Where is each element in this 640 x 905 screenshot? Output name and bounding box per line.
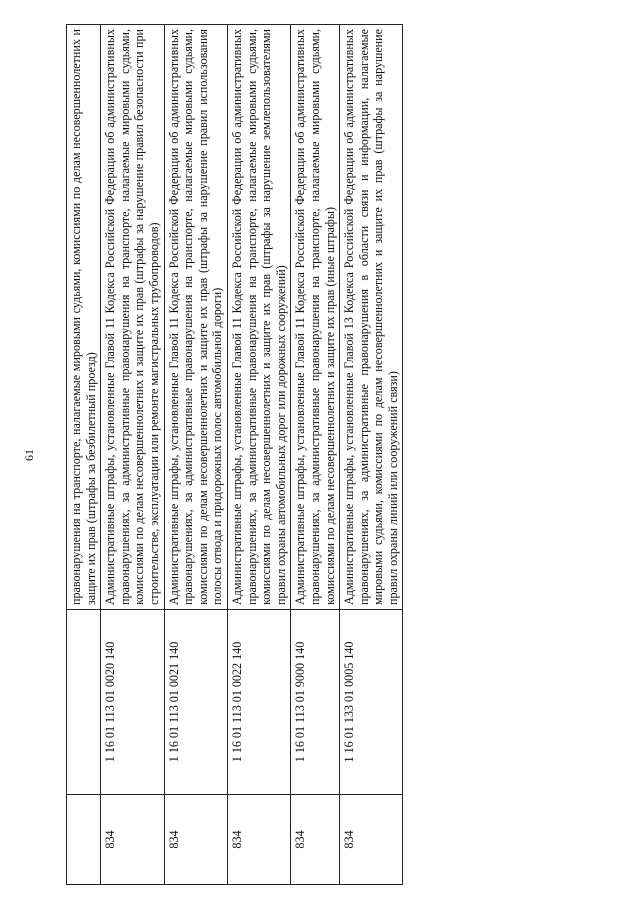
table-row — [340, 25, 403, 885]
budget-code-cell: 1 16 01 113 01 9000 140 — [291, 610, 340, 795]
admin-code-cell: 834 — [227, 795, 290, 885]
admin-code-cell — [67, 795, 101, 885]
budget-codes-table — [66, 24, 403, 885]
admin-code-cell: 834 — [164, 795, 227, 885]
table-row — [227, 25, 290, 885]
table-row — [164, 25, 227, 885]
admin-code-cell: 834 — [340, 795, 403, 885]
description-cell: Административные штрафы, установленные Главой 11 Кодекса Российской Федерации об административных правонарушениях, за административные правонарушения на транспорте, налагаемые мировыми судьями, комиссиями по делам несовершеннолетних и защите их прав (штрафы за нарушение землепользователями правил охраны автомобильных дорог или дорожных сооружений) — [227, 25, 290, 610]
description-cell: Административные штрафы, установленные Главой 11 Кодекса Российской Федерации об административных правонарушениях, за административные правонарушения на транспорте, налагаемые мировыми судьями, комиссиями по делам несовершеннолетних и защите их прав (штрафы за нарушение правил безопасности при строительстве, эксплуатации или ремонте магистральных трубопроводов) — [101, 25, 164, 610]
budget-code-cell: 1 16 01 113 01 0021 140 — [164, 610, 227, 795]
admin-code-cell: 834 — [101, 795, 164, 885]
page-number: 61 — [22, 449, 36, 461]
table-row — [101, 25, 164, 885]
budget-code-cell: 1 16 01 113 01 0020 140 — [101, 610, 164, 795]
description-cell: Административные штрафы, установленные Главой 11 Кодекса Российской Федерации об административных правонарушениях, за административные правонарушения на транспорте, налагаемые мировыми судьями, комиссиями по делам несовершеннолетних и защите их прав (штрафы за нарушение правил использования полосы отвода и придорожных полос автомобильной дороги) — [164, 25, 227, 610]
table-row — [67, 25, 101, 885]
budget-code-cell: 1 16 01 113 01 0022 140 — [227, 610, 290, 795]
description-cell: правонарушения на транспорте, налагаемые мировыми судьями, комиссиями по делам несовершеннолетних и защите их прав (штрафы за безбилетный проезд) — [67, 25, 101, 610]
table-row — [291, 25, 340, 885]
description-cell: Административные штрафы, установленные Главой 13 Кодекса Российской Федерации об административных правонарушениях, за административные правонарушения в области связи и информации, налагаемые мировыми судьями, комиссиями по делам несовершеннолетних и защите их прав (штрафы за нарушение правил охраны линий или сооружений связи) — [340, 25, 403, 610]
rotated-page — [20, 25, 620, 885]
budget-code-cell: 1 16 01 133 01 0005 140 — [340, 610, 403, 795]
budget-code-cell — [67, 610, 101, 795]
description-cell: Административные штрафы, установленные Главой 11 Кодекса Российской Федерации об административных правонарушениях, за административные правонарушения на транспорте, налагаемые мировыми судьями, комиссиями по делам несовершеннолетних и защите их прав (иные штрафы) — [291, 25, 340, 610]
admin-code-cell: 834 — [291, 795, 340, 885]
